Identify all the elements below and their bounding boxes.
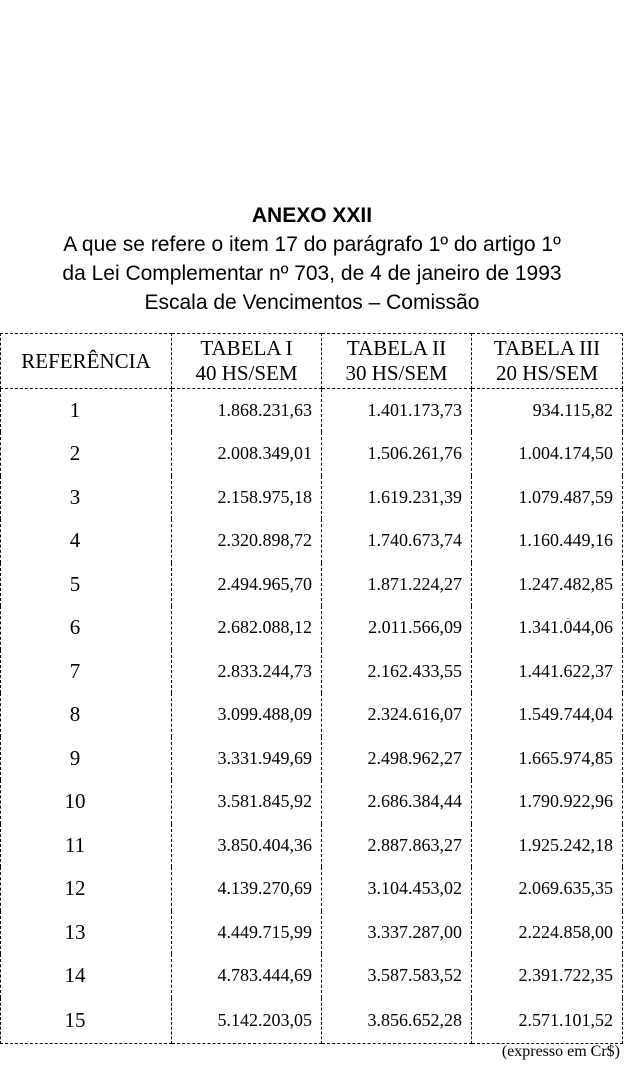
salary-value-cell: 3.331.949,69 (172, 737, 322, 781)
reference-cell (1, 693, 172, 737)
salary-value-cell: 2.224.858,00 (472, 911, 623, 955)
salary-value-cell: 1.790.922,96 (472, 780, 623, 824)
salary-value-cell: 2.011.566,09 (322, 606, 472, 650)
salary-value-cell: 1.441.622,37 (472, 650, 623, 694)
header-line-3: Escala de Vencimentos – Comissão (144, 291, 480, 314)
salary-value-cell: 1.079.487,59 (472, 476, 623, 520)
reference-number: 2 (69, 441, 81, 466)
reference-number: 11 (64, 832, 86, 857)
salary-value-cell: 934.115,82 (472, 389, 623, 433)
header-line-1: A que se refere o item 17 do parágrafo 1º do artigo 1º (63, 233, 561, 256)
salary-value-cell: 3.581.845,92 (172, 780, 322, 824)
reference-cell (1, 867, 172, 911)
reference-cell (1, 519, 172, 563)
salary-value-cell: 4.449.715,99 (172, 911, 322, 955)
salary-value-cell: 2.498.962,27 (322, 737, 472, 781)
salary-value-cell: 2.682.088,12 (172, 606, 322, 650)
salary-value-cell: 2.494.965,70 (172, 563, 322, 607)
reference-cell (1, 650, 172, 694)
table-row (1, 389, 623, 433)
column-header-referencia (1, 334, 172, 389)
salary-value-cell: 4.139.270,69 (172, 867, 322, 911)
reference-cell (1, 563, 172, 607)
reference-number: 5 (69, 571, 81, 596)
salary-value-cell: 2.162.433,55 (322, 650, 472, 694)
salary-value-cell: 2.571.101,52 (472, 998, 623, 1044)
table-row (1, 693, 623, 737)
table-row (1, 563, 623, 607)
salary-value-cell: 1.341.044,06 (472, 606, 623, 650)
column-header-label: TABELA I (200, 336, 293, 360)
annex-title: ANEXO XXII (251, 204, 373, 227)
header-line-2: da Lei Complementar nº 703, de 4 de janeiro de 1993 (62, 262, 562, 285)
salary-value-cell: 1.665.974,85 (472, 737, 623, 781)
table-row (1, 737, 623, 781)
salary-table-container (0, 333, 623, 1044)
reference-cell (1, 389, 172, 433)
reference-number: 7 (69, 658, 81, 683)
column-header-tabela-ii (322, 334, 472, 389)
table-row (1, 476, 623, 520)
table-row (1, 650, 623, 694)
reference-number: 15 (64, 1007, 86, 1032)
reference-number: 12 (64, 876, 86, 901)
column-header-sublabel: 20 HS/SEM (495, 361, 599, 385)
reference-number: 14 (64, 963, 86, 988)
reference-number: 8 (69, 702, 81, 727)
table-row (1, 606, 623, 650)
reference-number: 3 (69, 484, 81, 509)
column-header-label: TABELA III (493, 336, 601, 360)
table-row (1, 998, 623, 1044)
table-row (1, 519, 623, 563)
salary-value-cell: 1.506.261,76 (322, 432, 472, 476)
reference-number: 1 (69, 398, 81, 422)
reference-cell (1, 954, 172, 998)
column-header-sublabel: 40 HS/SEM (195, 361, 298, 385)
salary-value-cell: 3.099.488,09 (172, 693, 322, 737)
salary-value-cell: 1.247.482,85 (472, 563, 623, 607)
salary-value-cell: 1.868.231,63 (172, 389, 322, 433)
reference-number: 6 (69, 615, 81, 640)
reference-cell (1, 476, 172, 520)
salary-value-cell: 2.887.863,27 (322, 824, 472, 868)
reference-cell (1, 780, 172, 824)
document-header (0, 201, 624, 317)
salary-table (0, 333, 623, 1044)
column-header-tabela-iii (472, 334, 623, 389)
salary-value-cell: 2.833.244,73 (172, 650, 322, 694)
table-row (1, 432, 623, 476)
salary-value-cell: 3.337.287,00 (322, 911, 472, 955)
reference-number: 4 (69, 528, 81, 553)
column-header-sublabel: 30 HS/SEM (345, 361, 448, 385)
salary-value-cell: 3.587.583,52 (322, 954, 472, 998)
salary-value-cell: 1.004.174,50 (472, 432, 623, 476)
table-row (1, 911, 623, 955)
salary-value-cell: 1.871.224,27 (322, 563, 472, 607)
reference-cell (1, 432, 172, 476)
table-header-row (1, 334, 623, 389)
column-header-label: REFERÊNCIA (21, 348, 151, 373)
salary-value-cell: 2.158.975,18 (172, 476, 322, 520)
salary-value-cell: 3.104.453,02 (322, 867, 472, 911)
column-header-tabela-i (172, 334, 322, 389)
salary-value-cell: 3.850.404,36 (172, 824, 322, 868)
salary-value-cell: 1.549.744,04 (472, 693, 623, 737)
salary-value-cell: 2.008.349,01 (172, 432, 322, 476)
salary-value-cell: 2.324.616,07 (322, 693, 472, 737)
table-row (1, 867, 623, 911)
reference-cell (1, 911, 172, 955)
salary-value-cell: 2.391.722,35 (472, 954, 623, 998)
salary-value-cell: 5.142.203,05 (172, 998, 322, 1044)
table-row (1, 954, 623, 998)
salary-value-cell: 1.925.242,18 (472, 824, 623, 868)
salary-value-cell: 1.160.449,16 (472, 519, 623, 563)
reference-cell (1, 606, 172, 650)
reference-cell (1, 998, 172, 1044)
reference-number: 9 (69, 745, 81, 770)
reference-number: 13 (64, 919, 86, 944)
salary-value-cell: 2.320.898,72 (172, 519, 322, 563)
salary-value-cell: 3.856.652,28 (322, 998, 472, 1044)
reference-number: 10 (64, 789, 86, 814)
column-header-label: TABELA II (346, 336, 447, 360)
table-row (1, 780, 623, 824)
currency-footnote: (expresso em Cr$) (501, 1043, 620, 1060)
table-row (1, 824, 623, 868)
salary-value-cell: 2.069.635,35 (472, 867, 623, 911)
salary-value-cell: 1.619.231,39 (322, 476, 472, 520)
reference-cell (1, 824, 172, 868)
reference-cell (1, 737, 172, 781)
salary-value-cell: 1.740.673,74 (322, 519, 472, 563)
salary-value-cell: 4.783.444,69 (172, 954, 322, 998)
salary-value-cell: 1.401.173,73 (322, 389, 472, 433)
salary-value-cell: 2.686.384,44 (322, 780, 472, 824)
table-body (1, 389, 623, 1044)
